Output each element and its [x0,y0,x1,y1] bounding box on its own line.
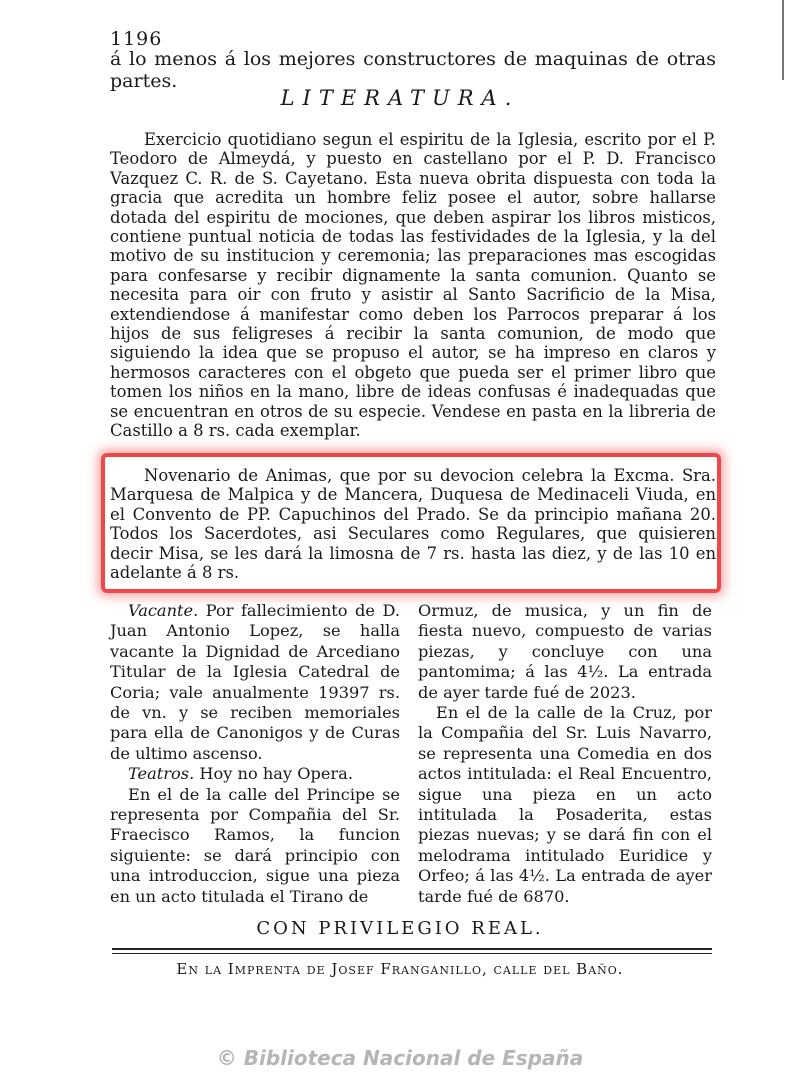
vacante-notice [110,601,400,764]
principe-continuation: Ormuz, de musica, y un fin de fiesta nuevo, compuesto de varias piezas, y concluye con una pantomima; á las 4½. La entrada de ayer tarde fué de 2023. [418,601,712,702]
footer-rule [112,948,712,950]
page-number: 1196 [110,28,163,50]
section-title: LITERATURA. [280,86,520,110]
vacante-text: Por fallecimiento de D. Juan Antonio Lopez, se halla vacante la Dignidad de Arcediano Titular de la Iglesia Catedral de Coria; vale anualmente 19397 rs. de vn. y se reciben memoriales para ella de Canonigos y de Curas de ultimo ascenso. [110,601,400,763]
continuation-line: á lo menos á los mejores constructores de maquinas de otras partes. [110,48,716,92]
principe-notice: En el de la calle del Principe se representa por Compañia del Sr. Fraecisco Ramos, la funcion siguiente: se dará principio con una introduccion, sigue una pieza en un acto titulada el Tirano de [110,784,400,906]
library-watermark: © Biblioteca Nacional de España [216,1046,584,1070]
vacante-label: Vacante. [128,601,199,620]
right-margin-rule [782,0,784,80]
privilege-line: CON PRIVILEGIO REAL. [256,918,544,939]
footer-rule-thin [112,953,712,954]
novenario-paragraph: Novenario de Animas, que por su devocion celebra la Excma. Sra. Marquesa de Malpica y de Mancera, Duquesa de Medinaceli Viuda, en el Convento de PP. Capuchinos del Prado. Se da principio mañana 20. Todos los Sacerdotes, asi Seculares como Regulares, que quisieren decir Misa, se les dará la limosna de 7 rs. hasta las diez, y de las 10 en adelante á 8 rs. [110,466,716,583]
left-column [110,601,400,907]
teatros-label: Teatros. [128,764,195,784]
imprint-line: En la Imprenta de Josef Franganillo, calle del Baño. [176,960,624,978]
cruz-notice: En el de la calle de la Cruz, por la Compañia del Sr. Luis Navarro, se representa una Comedia en dos actos intitulada: el Real Encuentro, sigue una pieza en un acto intitulada la Posaderita, estas piezas nuevas; y se dará fin con el melodrama intitulado Euridice y Orfeo; á las 4½. La entrada de ayer tarde fué de 6870. [418,703,712,906]
exercicio-paragraph: Exercicio quotidiano segun el espiritu de la Iglesia, escrito por el P. Teodoro de Almeydá, y puesto en castellano por el P. D. Francisco Vazquez C. R. de S. Cayetano. Esta nueva obrita dispuesta con toda la gracia que acredita un hombre feliz posee el autor, sobre hallarse dotada del espiritu de mociones, que deben aspirar los libros misticos, contiene puntual noticia de todas las festividades de la Iglesia, y la del motivo de su institucion y ceremonia; las preparaciones mas escogidas para confesarse y recibir dignamente la santa comunion. Quanto se necesita para oir con fruto y asistir al Santo Sacrificio de la Misa, extendiendose á manifestar como deben los Parrocos preparar á los hijos de sus feligreses á recibir la santa comunion, de modo que siguiendo la idea que se propuso el autor, se ha impreso en claros y hermosos caracteres con el obgeto que pueda ser el primer libro que tomen los niños en la mano, libre de ideas confusas é inadequadas que se encuentran en otros de su especie. Vendese en pasta en la libreria de Castillo a 8 rs. cada exemplar. [110,130,716,441]
teatros-text: Hoy no hay Opera. [199,764,353,784]
right-column [418,601,712,907]
teatros-notice [110,764,400,784]
